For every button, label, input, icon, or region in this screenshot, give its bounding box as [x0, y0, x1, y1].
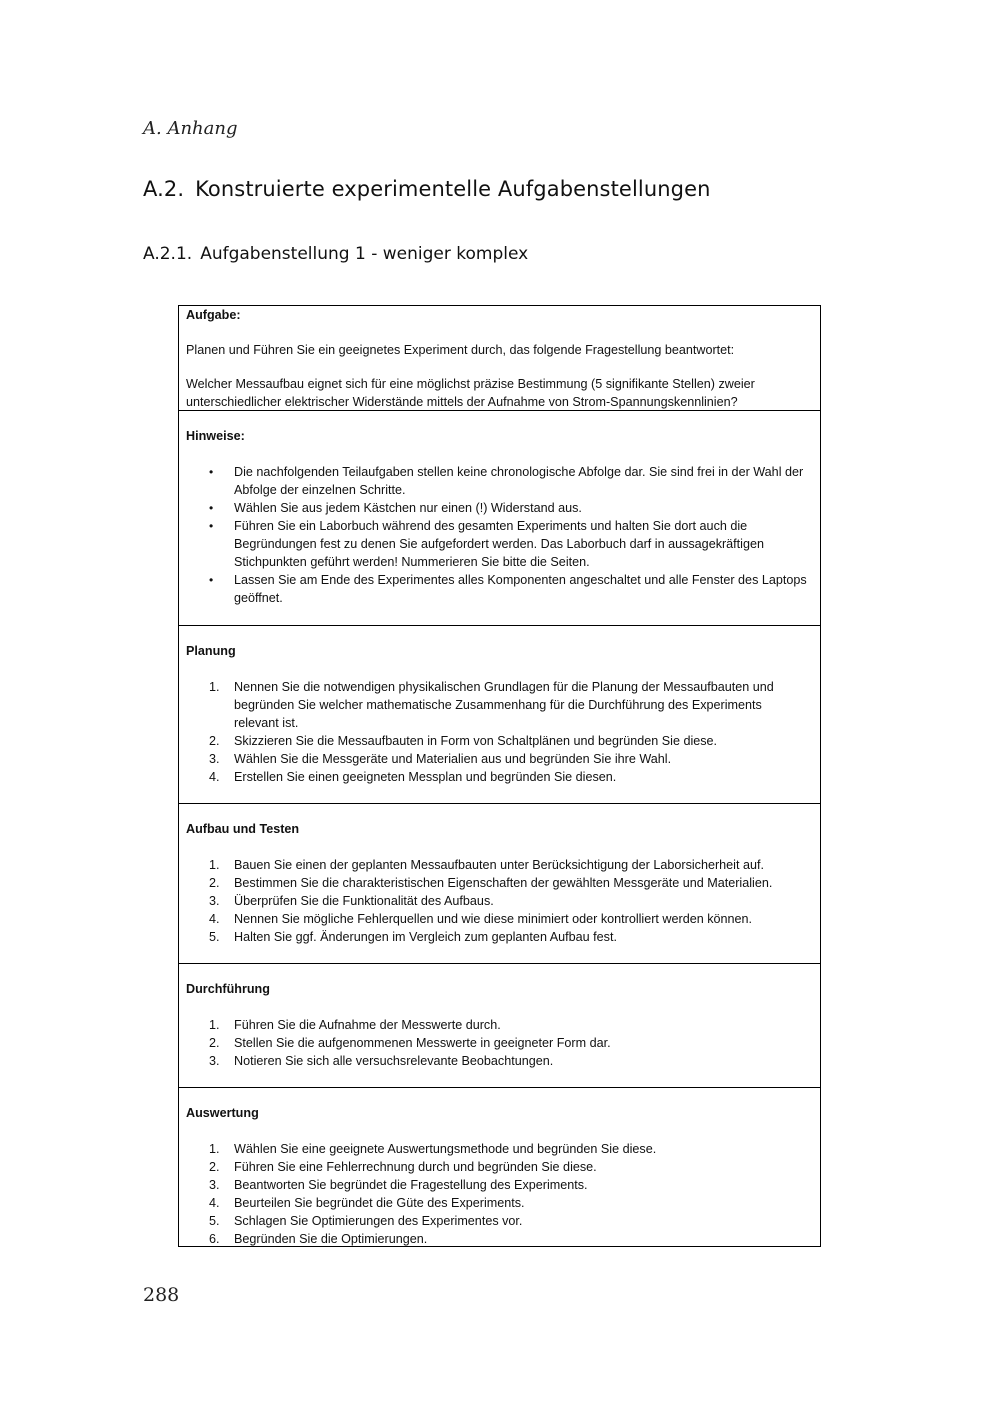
- section-title-text: Konstruierte experimentelle Aufgabenstellungen: [195, 177, 711, 201]
- bullet-marker: •: [209, 501, 214, 515]
- item-number: 1.: [209, 1142, 220, 1156]
- aufgabe-heading: Aufgabe:: [186, 308, 241, 322]
- bullet-marker: •: [209, 573, 214, 587]
- list-item: [179, 732, 808, 750]
- section-number: A.2.: [143, 177, 185, 201]
- hinweise-heading: Hinweise:: [186, 429, 245, 443]
- durchfuehrung-heading: Durchführung: [186, 982, 270, 996]
- page-number: 288: [143, 1284, 180, 1306]
- hinweise-list: [179, 463, 808, 607]
- list-item: [179, 1052, 808, 1070]
- list-item: [179, 1176, 808, 1194]
- list-item: [179, 892, 808, 910]
- task-box: [178, 305, 821, 1247]
- item-number: 5.: [209, 1214, 220, 1228]
- list-item: [179, 874, 808, 892]
- list-item: [179, 1230, 808, 1248]
- list-item: [179, 856, 808, 874]
- list-item: [179, 768, 808, 786]
- item-number: 2.: [209, 876, 220, 890]
- list-item-text: Überprüfen Sie die Funktionalität des Aufbaus.: [234, 894, 494, 908]
- list-item-text: Schlagen Sie Optimierungen des Experimentes vor.: [234, 1214, 523, 1228]
- auswertung-section: [179, 1087, 820, 1246]
- list-item-text: Bestimmen Sie die charakteristischen Eigenschaften der gewählten Messgeräte und Materialien.: [234, 876, 773, 890]
- item-number: 3.: [209, 894, 220, 908]
- list-item: [179, 1194, 808, 1212]
- list-item: [179, 1140, 808, 1158]
- item-number: 5.: [209, 930, 220, 944]
- planung-heading: Planung: [186, 644, 236, 658]
- list-item: [179, 750, 808, 768]
- list-item-text: Nennen Sie mögliche Fehlerquellen und wie diese minimiert oder kontrolliert werden können.: [234, 912, 753, 926]
- bullet-marker: •: [209, 519, 214, 533]
- list-item-text: Bauen Sie einen der geplanten Messaufbauten unter Berücksichtigung der Laborsicherheit auf.: [234, 858, 764, 872]
- item-number: 1.: [209, 1018, 220, 1032]
- list-item-text: Nennen Sie die notwendigen physikalischen Grundlagen für die Planung der Messaufbauten und begründen Sie welcher mathematische Zusammenhang für die Durchführung des Experiments relevant ist.: [234, 680, 774, 730]
- list-item: [179, 928, 808, 946]
- item-number: 3.: [209, 752, 220, 766]
- list-item: [179, 1034, 808, 1052]
- item-number: 4.: [209, 770, 220, 784]
- list-item-text: Die nachfolgenden Teilaufgaben stellen keine chronologische Abfolge dar. Sie sind frei in der Wahl der Abfolge der einzelnen Schritte.: [234, 465, 804, 497]
- auswertung-heading: Auswertung: [186, 1106, 259, 1120]
- aufbau-heading: Aufbau und Testen: [186, 822, 300, 836]
- running-header: A. Anhang: [143, 118, 238, 139]
- subsection-title-text: Aufgabenstellung 1 - weniger komplex: [200, 244, 529, 264]
- list-item-text: Stellen Sie die aufgenommenen Messwerte in geeigneter Form dar.: [234, 1036, 611, 1050]
- list-item-text: Skizzieren Sie die Messaufbauten in Form von Schaltplänen und begründen Sie diese.: [234, 734, 718, 748]
- list-item-text: Wählen Sie die Messgeräte und Materialien aus und begründen Sie ihre Wahl.: [234, 752, 672, 766]
- list-item-text: Wählen Sie aus jedem Kästchen nur einen (!) Widerstand aus.: [234, 501, 582, 515]
- subsection-number: A.2.1.: [143, 244, 193, 264]
- list-item: [179, 1212, 808, 1230]
- aufbau-list: [179, 856, 808, 946]
- list-item: [179, 517, 808, 571]
- subsection-title: [143, 244, 528, 264]
- item-number: 2.: [209, 1160, 220, 1174]
- list-item-text: Beantworten Sie begründet die Fragestellung des Experiments.: [234, 1178, 588, 1192]
- list-item-text: Erstellen Sie einen geeigneten Messplan und begründen Sie diesen.: [234, 770, 617, 784]
- aufbau-section: [179, 803, 820, 963]
- item-number: 3.: [209, 1178, 220, 1192]
- bullet-marker: •: [209, 465, 214, 479]
- list-item: [179, 1158, 808, 1176]
- list-item-text: Wählen Sie eine geeignete Auswertungsmethode und begründen Sie diese.: [234, 1142, 657, 1156]
- item-number: 4.: [209, 912, 220, 926]
- item-number: 1.: [209, 680, 220, 694]
- list-item-text: Führen Sie die Aufnahme der Messwerte durch.: [234, 1018, 501, 1032]
- hinweise-section: [179, 410, 820, 625]
- item-number: 2.: [209, 1036, 220, 1050]
- list-item: [179, 1016, 808, 1034]
- planung-section: [179, 625, 820, 803]
- list-item: [179, 463, 808, 499]
- list-item: [179, 910, 808, 928]
- list-item-text: Führen Sie eine Fehlerrechnung durch und begründen Sie diese.: [234, 1160, 597, 1174]
- durchfuehrung-list: [179, 1016, 808, 1070]
- list-item: [179, 678, 808, 732]
- list-item: [179, 499, 808, 517]
- item-number: 1.: [209, 858, 220, 872]
- list-item-text: Halten Sie ggf. Änderungen im Vergleich zum geplanten Aufbau fest.: [234, 930, 617, 944]
- planung-list: [179, 678, 808, 786]
- list-item: [179, 571, 808, 607]
- aufgabe-section: [179, 306, 820, 410]
- item-number: 6.: [209, 1232, 220, 1246]
- list-item-text: Lassen Sie am Ende des Experimentes alles Komponenten angeschaltet und alle Fenster des Laptops geöffnet.: [234, 573, 807, 605]
- aufgabe-question: Welcher Messaufbau eignet sich für eine möglichst präzise Bestimmung (5 signifikante Stellen) zweier unterschiedlicher elektrischer Widerstände mittels der Aufnahme von Strom-Spannungskennlinien?: [186, 377, 755, 409]
- item-number: 3.: [209, 1054, 220, 1068]
- list-item-text: Führen Sie ein Laborbuch während des gesamten Experiments und halten Sie dort auch die Begründungen fest zu denen Sie aufgefordert werden. Das Laborbuch darf in aussagekräftigen Stichpunkten geführt werden! Nummerieren Sie bitte die Seiten.: [234, 519, 764, 569]
- item-number: 4.: [209, 1196, 220, 1210]
- list-item-text: Notieren Sie sich alle versuchsrelevante Beobachtungen.: [234, 1054, 554, 1068]
- list-item-text: Beurteilen Sie begründet die Güte des Experiments.: [234, 1196, 525, 1210]
- auswertung-list: [179, 1140, 808, 1248]
- section-title: [143, 177, 711, 201]
- durchfuehrung-section: [179, 963, 820, 1087]
- item-number: 2.: [209, 734, 220, 748]
- aufgabe-intro: Planen und Führen Sie ein geeignetes Experiment durch, das folgende Fragestellung beantwortet:: [186, 343, 735, 357]
- list-item-text: Begründen Sie die Optimierungen.: [234, 1232, 428, 1246]
